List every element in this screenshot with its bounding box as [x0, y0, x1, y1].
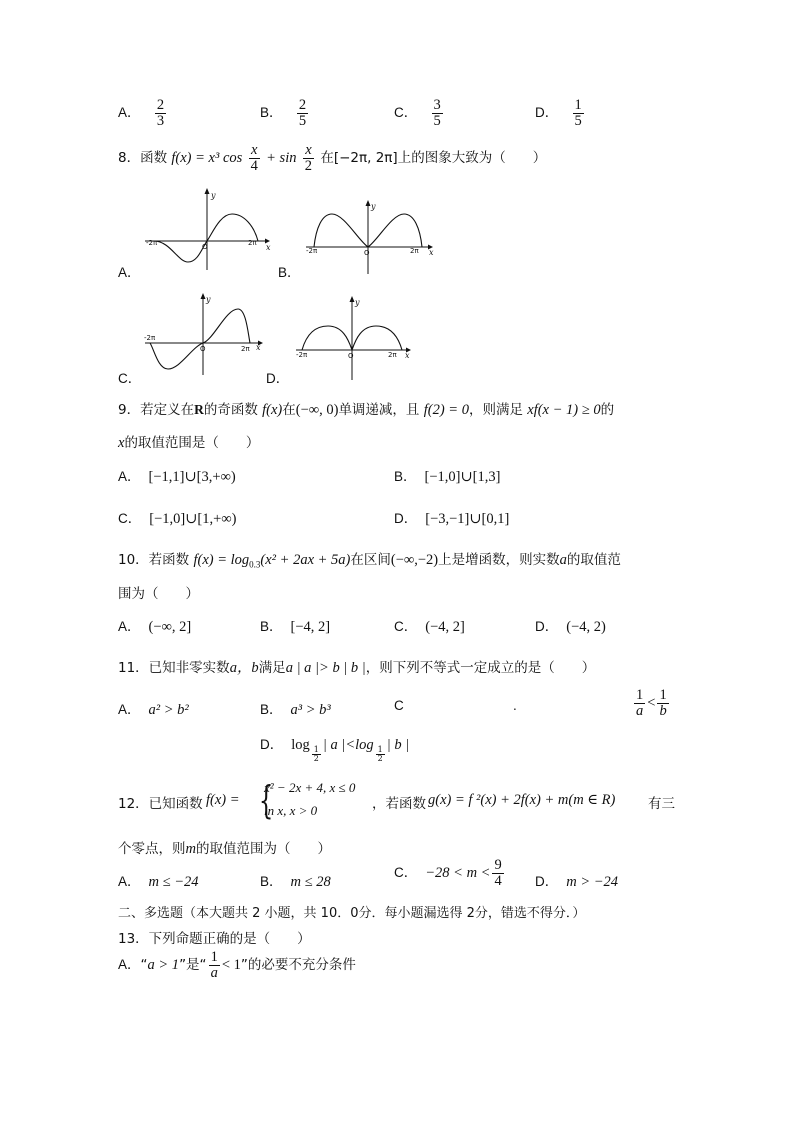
q10-option-a: A． (−∞, 2]: [118, 619, 192, 635]
q12-frac-9-over-4: $\frac{9}{4}$: [494, 857, 502, 890]
graph-d-neg-2pi-label: -2π: [296, 351, 308, 359]
graph-b-neg-2pi-label: -2π: [306, 247, 318, 255]
q9-option-b: B． [−1,0]∪[1,3]: [394, 469, 501, 485]
q9-stem-line1: 9．若定义在R的奇函数 f(x)在(−∞, 0)单调递减，且 f(2) = 0，则满足 xf(x − 1) ≥ 0的: [118, 402, 615, 418]
q11-log-base-1: $\frac{1}{2}$: [313, 744, 319, 763]
q8-label-c: C．: [118, 371, 142, 386]
q13-frac-1-over-a: $\frac{1}{a}$: [210, 949, 218, 982]
graph-b-origin-label: O: [364, 249, 370, 257]
graph-b-svg: [302, 200, 434, 275]
q10-option-d: D． (−4, 2): [535, 619, 606, 635]
q7-option-a-fraction: $\frac{2}{3}$: [156, 97, 165, 130]
q11-option-c-expr: $\frac{1}{a}$ < $\frac{1}{b}$: [636, 687, 667, 720]
q7-option-c-fraction: $\frac{3}{5}$: [433, 97, 441, 130]
q8-graph-d: [292, 296, 414, 385]
graph-b-y-arrow: [366, 200, 371, 206]
graph-c-y-label: y: [206, 295, 211, 304]
q11-frac-1-over-a: $\frac{1}{a}$: [636, 687, 644, 720]
q8-graph-a: [140, 188, 270, 277]
graph-c-origin-label: O: [200, 345, 206, 353]
q8-label-b: B．: [278, 265, 301, 280]
q10-stem-line2: 围为（ ）: [118, 586, 199, 602]
q7-option-a: A． $\frac{2}{3}$: [118, 97, 165, 130]
q8-graph-c: [140, 293, 265, 382]
graph-a-svg: [140, 188, 270, 273]
graph-a-x-label: x: [266, 243, 271, 252]
q12-option-a: A． m ≤ −24: [118, 874, 199, 890]
q7-option-d-fraction: $\frac{1}{5}$: [574, 97, 582, 130]
q11-option-b: B． a³ > b³: [260, 702, 331, 718]
q8-fraction-x-over-4: $\frac{x}{4}$: [250, 141, 258, 174]
graph-b-pos-2pi-label: 2π: [410, 247, 419, 255]
q13-stem: 13．下列命题正确的是（ ）: [118, 931, 311, 947]
q7-option-d: D． $\frac{1}{5}$: [535, 97, 582, 130]
q11-option-d: D． log $\frac{1}{2}$ | a |<log $\frac{1}{2}$ | b |: [260, 737, 410, 763]
q7-option-c: C． $\frac{3}{5}$: [394, 97, 441, 130]
graph-c-neg-2pi-label: -2π: [144, 334, 156, 342]
q12-option-c: C． −28 < m < $\frac{9}{4}$: [394, 857, 502, 890]
q9-option-c: C． [−1,0]∪[1,+∞): [118, 511, 237, 527]
q8-label-d: D．: [266, 371, 290, 386]
graph-c-x-label: x: [256, 343, 261, 352]
q8-stem: 8．函数 f(x) = x³ cos $\frac{x}{4}$ + sin $\frac{x}{2}$ 在[−2π, 2π]上的图象大致为（ ）: [118, 141, 547, 174]
q8-label-a: A．: [118, 265, 141, 280]
graph-a-neg-2pi-label: -2π: [146, 239, 158, 247]
graph-d-svg: [292, 296, 414, 381]
q10-option-b: B． [−4, 2]: [260, 619, 331, 635]
q12-piecewise-brace: {: [258, 778, 274, 822]
q8-graph-b: [302, 200, 434, 279]
graph-b-y-label: y: [371, 202, 376, 211]
q12-stem-line2: 个零点，则m的取值范围为（ ）: [118, 841, 331, 857]
q11-option-a: A． a² > b²: [118, 702, 189, 718]
graph-a-curve: [154, 214, 258, 262]
section-2-heading: 二、多选题（本大题共 2 小题，共 10．0分．每小题漏选得 2分，错选不得分．）: [118, 906, 586, 921]
graph-b-x-label: x: [429, 248, 434, 257]
q11-option-c-dot: .: [513, 698, 517, 713]
q11-log-base-2: $\frac{1}{2}$: [377, 744, 383, 763]
graph-d-x-label: x: [405, 351, 410, 360]
q11-stem: 11．已知非零实数a，b满足a | a |> b | b |，则下列不等式一定成立的是（ ）: [118, 660, 596, 676]
graph-c-svg: [140, 293, 265, 378]
q8-fraction-x-over-2: $\frac{x}{2}$: [304, 141, 313, 174]
q7-option-b: B． $\frac{2}{5}$: [260, 97, 307, 130]
q12-option-b: B． m ≤ 28: [260, 874, 331, 890]
graph-d-origin-label: O: [348, 352, 354, 360]
q7-option-b-fraction: $\frac{2}{5}$: [298, 97, 307, 130]
graph-d-pos-2pi-label: 2π: [388, 351, 397, 359]
q9-option-d: D． [−3,−1]∪[0,1]: [394, 511, 510, 527]
graph-c-y-arrow: [201, 293, 206, 299]
graph-a-y-label: y: [211, 191, 216, 200]
q10-option-c: C． (−4, 2]: [394, 619, 465, 635]
graph-a-origin-label: O: [202, 243, 208, 251]
q9-option-a: A． [−1,1]∪[3,+∞): [118, 469, 236, 485]
graph-a-y-arrow: [205, 188, 210, 194]
q13-option-a: A．“a > 1”是“ $\frac{1}{a}$ < 1”的必要不充分条件: [118, 949, 356, 982]
q11-option-c-label: C: [394, 698, 404, 713]
graph-d-y-label: y: [355, 298, 360, 307]
q12-option-d: D． m > −24: [535, 874, 619, 890]
q10-stem-line1: 10．若函数 $f(x) = \log_{0.3}(x^2 + 2ax + 5a)$在区间(−∞,−2)上是增函数，则实数a的取值范: [118, 552, 621, 570]
q9-stem-line2: x的取值范围是（ ）: [118, 435, 260, 451]
graph-c-pos-2pi-label: 2π: [241, 345, 250, 353]
graph-a-pos-2pi-label: 2π: [248, 239, 257, 247]
q7-options: [118, 98, 678, 138]
graph-d-y-arrow: [350, 296, 355, 302]
graph-c-curve: [150, 309, 250, 369]
q11-frac-1-over-b: $\frac{1}{b}$: [659, 687, 667, 720]
